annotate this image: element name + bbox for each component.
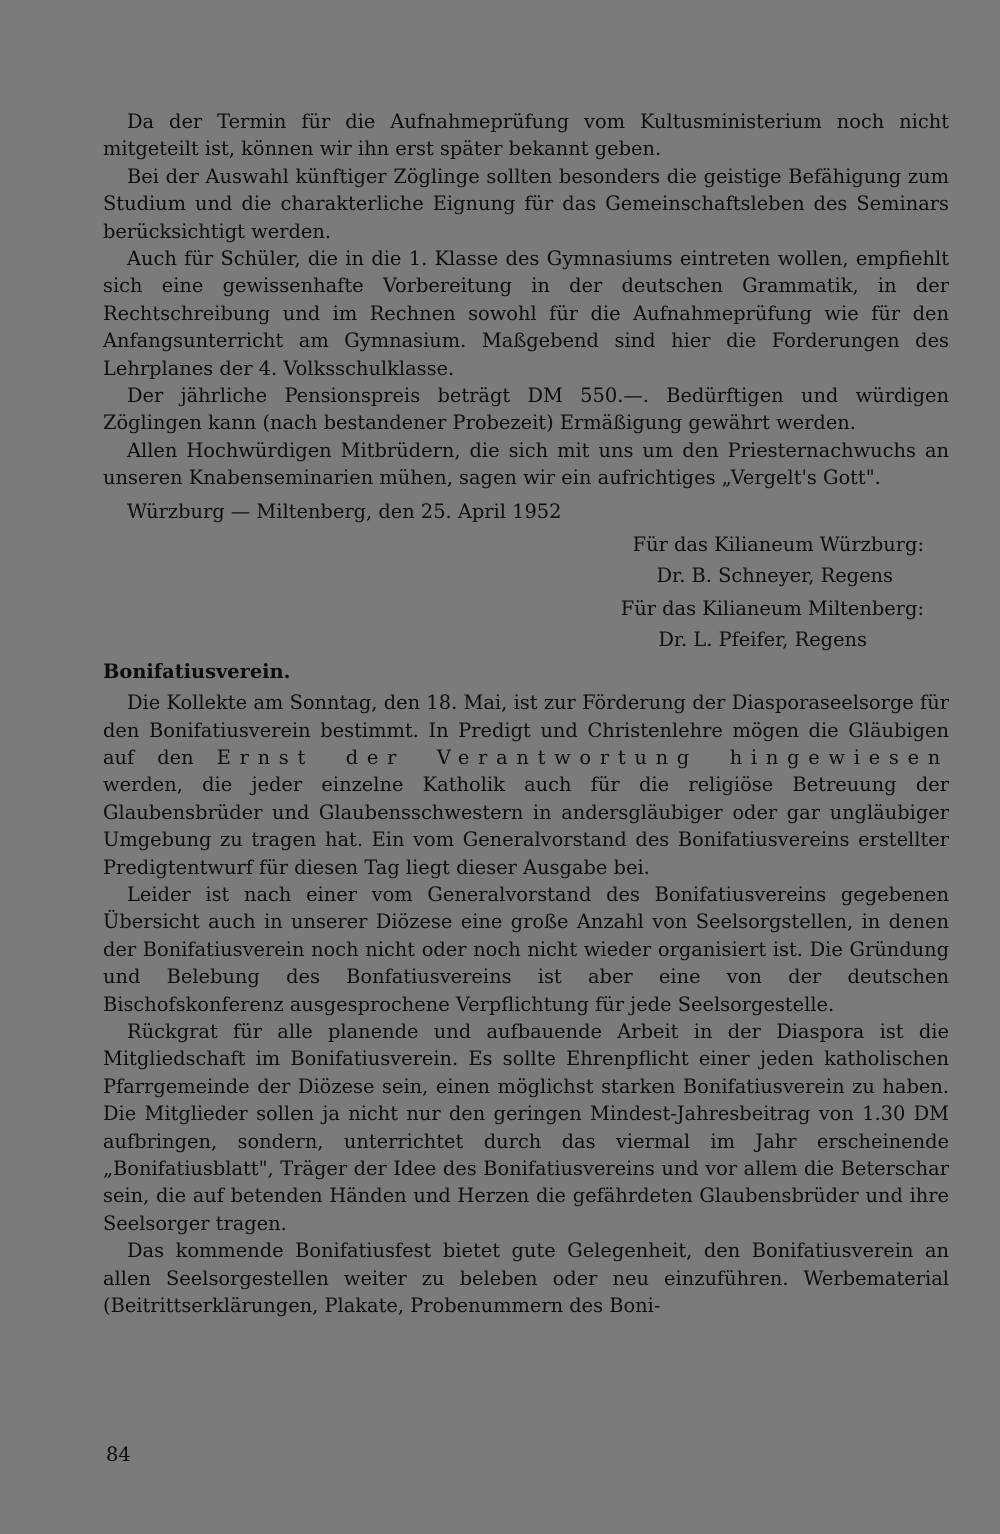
emphasis-spaced: Ernst der Verantwortung hingewiesen — [216, 745, 949, 769]
paragraph-collection — [103, 689, 949, 881]
paragraph-overview: Leider ist nach einer vom Generalvorstand des Bonifatiusvereins gegebenen Übersicht auch in unserer Diözese eine große Anzahl von Seelsorgstellen, in denen der Bonifatiusverein noch nicht oder noch nicht wieder organisiert ist. Die Gründung und Belebung des Bonfatiusvereins ist aber eine von der deutschen Bischofskonferenz ausgesprochene Verpflichtung für jede Seelsorgestelle. — [103, 882, 949, 1016]
dateline: Würzburg — Miltenberg, den 25. April 1952 — [127, 499, 562, 523]
paragraph-pension: Der jährliche Pensionspreis beträgt DM 550.—. Bedürftigen und würdigen Zöglingen kann (nach bestandener Probezeit) Ermäßigung gewährt werden. — [103, 384, 949, 435]
signature-name: Dr. L. Pfeifer, Regens — [658, 628, 867, 652]
page-body — [103, 108, 949, 1319]
signature-place: Für das Kilianeum Würzburg: — [632, 533, 924, 557]
page-number: 84 — [106, 1443, 131, 1466]
signature-place: Für das Kilianeum Miltenberg: — [620, 597, 924, 621]
signature-name: Dr. B. Schneyer, Regens — [656, 564, 893, 588]
paragraph-membership: Rückgrat für alle planende und aufbauende Arbeit in der Diaspora ist die Mitgliedschaft im Bonifatiusverein. Es sollte Ehrenpflicht einer jeden katholischen Pfarrgemeinde der Diözese sein, einen möglichst starken Bonifatiusverein zu haben. Die Mitglieder sollen ja nicht nur den geringen Mindest-Jahresbeitrag von 1.30 DM aufbringen, sondern, unterrichtet durch das viermal im Jahr erscheinende „Bonifatiusblatt", Träger der Idee des Bonifatiusvereins und vor allem die Beterschar sein, die auf betenden Händen und Herzen die gefährdeten Glaubensbrüder und ihre Seelsorger tragen. — [103, 1019, 949, 1235]
paragraph-text: Die Kollekte am Sonntag, den 18. Mai, ist zur Förderung der Diasporaseelsorge für den Bonifatiusverein bestimmt. In Predigt und Christenlehre mögen die Gläubigen auf den — [103, 691, 949, 769]
paragraph-text: werden, die jeder einzelne Katholik auch für die religiöse Betreuung der Glaubensbrüder und Glaubensschwestern in andersgläubiger oder gar ungläubiger Umgebung zu tragen hat. Ein vom Generalvorstand des Bonifatiusvereins erstellter Predigtentwurf für diesen Tag liegt dieser Ausgabe bei. — [103, 773, 949, 879]
paragraph-festival: Das kommende Bonifatiusfest bietet gute Gelegenheit, den Bonifatiusverein an allen Seelsorgestellen weiter zu beleben oder neu einzuführen. Werbematerial (Beitrittserklärungen, Plakate, Probenummern des Boni- — [103, 1239, 949, 1318]
section-heading: Bonifatiusverein. — [103, 660, 291, 684]
signature-miltenberg — [103, 593, 949, 655]
paragraph-thanks: Allen Hochwürdigen Mitbrüdern, die sich mit uns um den Priesternachwuchs an unseren Knabenseminarien mühen, sagen wir ein aufrichtiges „Vergelt's Gott". — [103, 438, 949, 490]
paragraph-selection: Bei der Auswahl künftiger Zöglinge sollten besonders die geistige Befähigung zum Studium und die charakterliche Eignung für das Gemeinschaftsleben des Seminars berücksichtigt werden. — [103, 164, 949, 243]
paragraph-exam-date: Da der Termin für die Aufnahmeprüfung vom Kultusministerium noch nicht mitgeteilt ist, können wir ihn erst später bekannt geben. — [103, 110, 949, 161]
paragraph-preparation: Auch für Schüler, die in die 1. Klasse des Gymnasiums eintreten wollen, empfiehlt sich eine gewissenhafte Vorbereitung in der deutschen Grammatik, in der Rechtschreibung und im Rechnen sowohl für die Aufnahmeprüfung wie für den Anfangsunterricht am Gymnasium. Maßgebend sind hier die Forderungen des Lehrplanes der 4. Volksschulklasse. — [103, 247, 949, 380]
signature-wuerzburg — [103, 529, 949, 591]
